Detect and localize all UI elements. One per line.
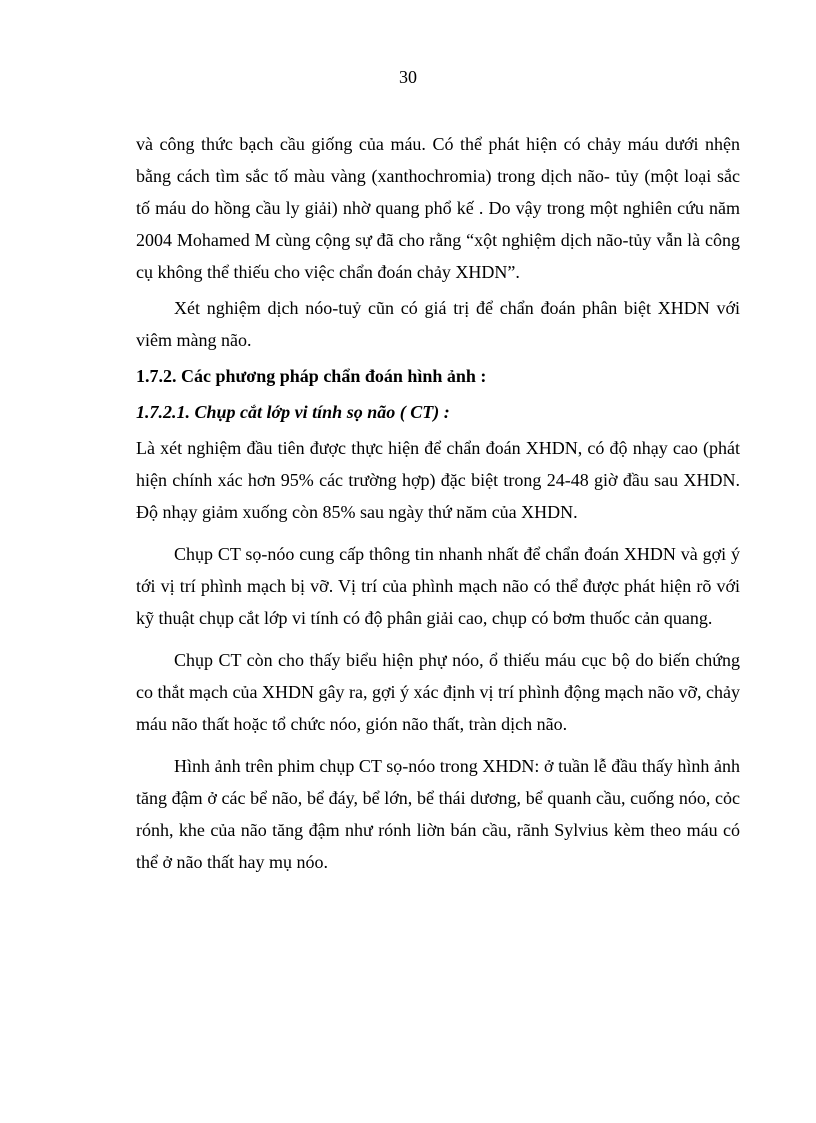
paragraph-ct-aneurysm-location: Chụp CT sọ-nóo cung cấp thông tin nhanh nhất để chẩn đoán XHDN và gợi ý tới vị trí phình mạch bị vỡ. Vị trí của phình mạch não có thể được phát hiện rõ với kỹ thuật chụp cắt lớp vi tính có độ phân giải cao, chụp có bơm thuốc cản quang. xyxy=(136,544,740,628)
subsection-heading-ct-scan: 1.7.2.1. Chụp cắt lớp vi tính sọ não ( CT) : xyxy=(136,402,450,422)
paragraph-ct-findings: Hình ảnh trên phim chụp CT sọ-nóo trong XHDN: ở tuần lễ đầu thấy hình ảnh tăng đậm ở các bể não, bể đáy, bể lớn, bể thái dương, bể quanh cầu, cuống nóo, cỏc rónh, khe của não tăng đậm như rónh liờn bán cầu, rãnh Sylvius kèm theo máu có thể ở não thất hay mụ nóo. xyxy=(136,756,740,872)
paragraph-ct-complications: Chụp CT còn cho thấy biểu hiện phự nóo, ổ thiếu máu cục bộ do biến chứng co thắt mạch của XHDN gây ra, gợi ý xác định vị trí phình động mạch não vỡ, chảy máu não thất hoặc tổ chức nóo, gión não thất, tràn dịch não. xyxy=(136,650,740,734)
section-heading-imaging-methods: 1.7.2. Các phương pháp chẩn đoán hình ảnh : xyxy=(136,366,487,386)
document-body xyxy=(136,128,740,878)
paragraph-csf-continuation: và công thức bạch cầu giống của máu. Có thể phát hiện có chảy máu dưới nhện bằng cách tìm sắc tố màu vàng (xanthochromia) trong dịch não- tủy (một loại sắc tố máu do hồng cầu ly giải) nhờ quang phổ kế . Do vậy trong một nghiên cứu năm 2004 Mohamed M cùng cộng sự đã cho rằng “xột nghiệm dịch não-tủy vẫn là công cụ không thể thiếu cho việc chẩn đoán chảy XHDN”. xyxy=(136,134,740,282)
page-number: 30 xyxy=(399,67,417,87)
paragraph-csf-differential: Xét nghiệm dịch nóo-tuỷ cũn có giá trị để chẩn đoán phân biệt XHDN với viêm màng não. xyxy=(136,298,740,350)
paragraph-ct-sensitivity: Là xét nghiệm đầu tiên được thực hiện để chẩn đoán XHDN, có độ nhạy cao (phát hiện chính xác hơn 95% các trường hợp) đặc biệt trong 24-48 giờ đầu sau XHDN. Độ nhạy giảm xuống còn 85% sau ngày thứ năm của XHDN. xyxy=(136,438,740,522)
